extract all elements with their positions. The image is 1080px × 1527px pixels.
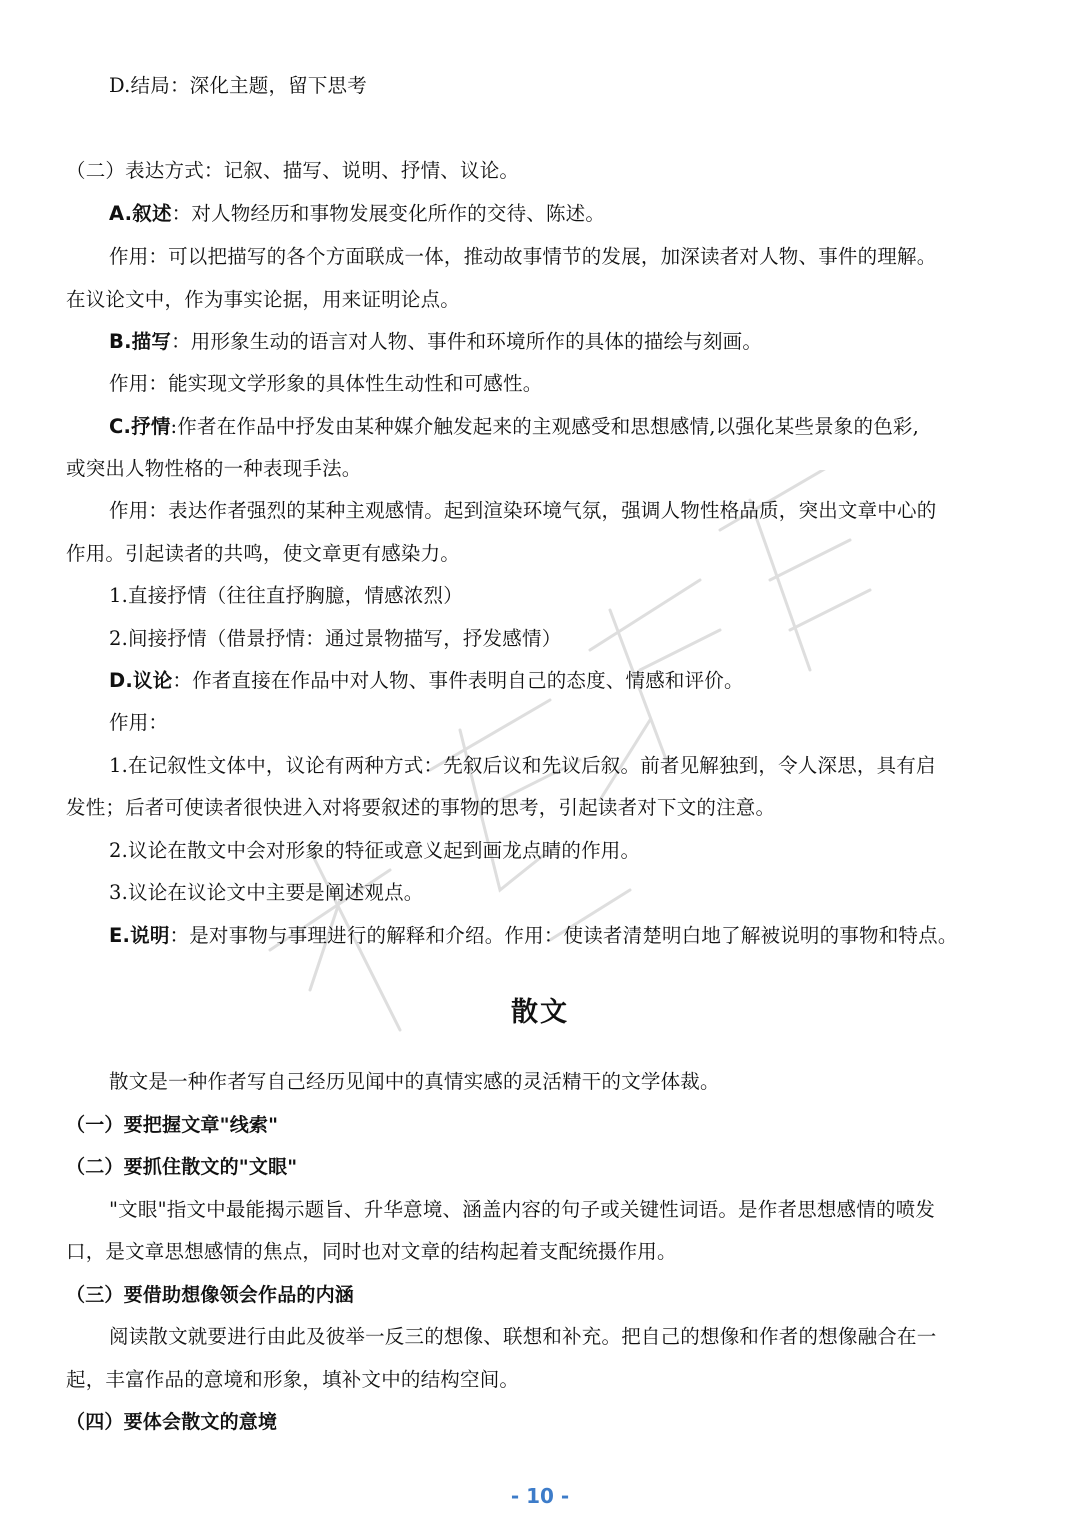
text-line	[109, 200, 605, 228]
text-line: 2.议论在散文中会对形象的特征或意义起到画龙点睛的作用。	[109, 839, 641, 862]
term-label: D.议论	[109, 669, 173, 692]
text-line: 发性；后者可使读者很快进入对将要叙述的事物的思考，引起读者对下文的注意。	[66, 796, 776, 819]
term-label: B.描写	[109, 330, 172, 353]
text-line	[109, 922, 958, 950]
text-line: 在议论文中，作为事实论据，用来证明论点。	[66, 288, 461, 311]
text-line	[109, 413, 919, 441]
text-line: D.结局：深化主题，留下思考	[109, 74, 367, 97]
text-line: 3.议论在议论文中主要是阐述观点。	[109, 881, 424, 904]
term-label: C.抒情	[109, 415, 171, 438]
text-line: （二）表达方式：记叙、描写、说明、抒情、议论。	[66, 159, 520, 182]
term-label: A.叙述	[109, 202, 172, 225]
text-line: 或突出人物性格的一种表现手法。	[66, 457, 362, 480]
text-line: 起，丰富作品的意境和形象，填补文中的结构空间。	[66, 1368, 520, 1391]
text-line: 作用。引起读者的共鸣，使文章更有感染力。	[66, 542, 461, 565]
term-definition: :作者在作品中抒发由某种媒介触发起来的主观感受和思想感情,以强化某些景象的色彩,	[170, 415, 919, 438]
text-line: 作用：	[109, 711, 169, 734]
subsection-heading: （二）要抓住散文的"文眼"	[66, 1156, 298, 1178]
text-line: 作用：能实现文学形象的具体性生动性和可感性。	[109, 372, 543, 395]
term-definition: ：是对事物与事理进行的解释和介绍。作用：使读者清楚明白地了解被说明的事物和特点。	[169, 924, 958, 947]
term-definition: ：作者直接在作品中对人物、事件表明自己的态度、情感和评价。	[172, 669, 744, 692]
text-line	[109, 667, 744, 695]
text-line: 作用：表达作者强烈的某种主观感情。起到渲染环境气氛，强调人物性格品质，突出文章中心的	[109, 499, 937, 522]
subsection-heading: （四）要体会散文的意境	[66, 1411, 278, 1433]
text-line: "文眼"指文中最能揭示题旨、升华意境、涵盖内容的句子或关键性词语。是作者思想感情的喷发	[109, 1198, 936, 1221]
text-line: 阅读散文就要进行由此及彼举一反三的想像、联想和补充。把自己的想像和作者的想像融合在一	[109, 1325, 937, 1348]
section-title: 散文	[511, 997, 569, 1028]
text-line: 2.间接抒情（借景抒情：通过景物描写，抒发感情）	[109, 627, 562, 650]
term-definition: ：用形象生动的语言对人物、事件和环境所作的具体的描绘与刻画。	[171, 330, 763, 353]
text-line: 作用：可以把描写的各个方面联成一体，推动故事情节的发展，加深读者对人物、事件的理解。	[109, 245, 937, 268]
text-line: 1.直接抒情（往往直抒胸臆，情感浓烈）	[109, 584, 463, 607]
section-intro: 散文是一种作者写自己经历见闻中的真情实感的灵活精干的文学体裁。	[109, 1070, 720, 1093]
subsection-heading: （三）要借助想像领会作品的内涵	[66, 1284, 355, 1306]
text-line: 口，是文章思想感情的焦点，同时也对文章的结构起着支配统摄作用。	[66, 1240, 677, 1263]
term-definition: ：对人物经历和事物发展变化所作的交待、陈述。	[171, 202, 606, 225]
text-line	[109, 328, 762, 356]
text-line: 1.在记叙性文体中，议论有两种方式：先叙后议和先议后叙。前者见解独到，令人深思，具有启	[109, 754, 936, 777]
page-number: - 10 -	[510, 1484, 570, 1508]
term-label: E.说明	[109, 924, 170, 947]
subsection-heading: （一）要把握文章"线索"	[66, 1114, 279, 1136]
